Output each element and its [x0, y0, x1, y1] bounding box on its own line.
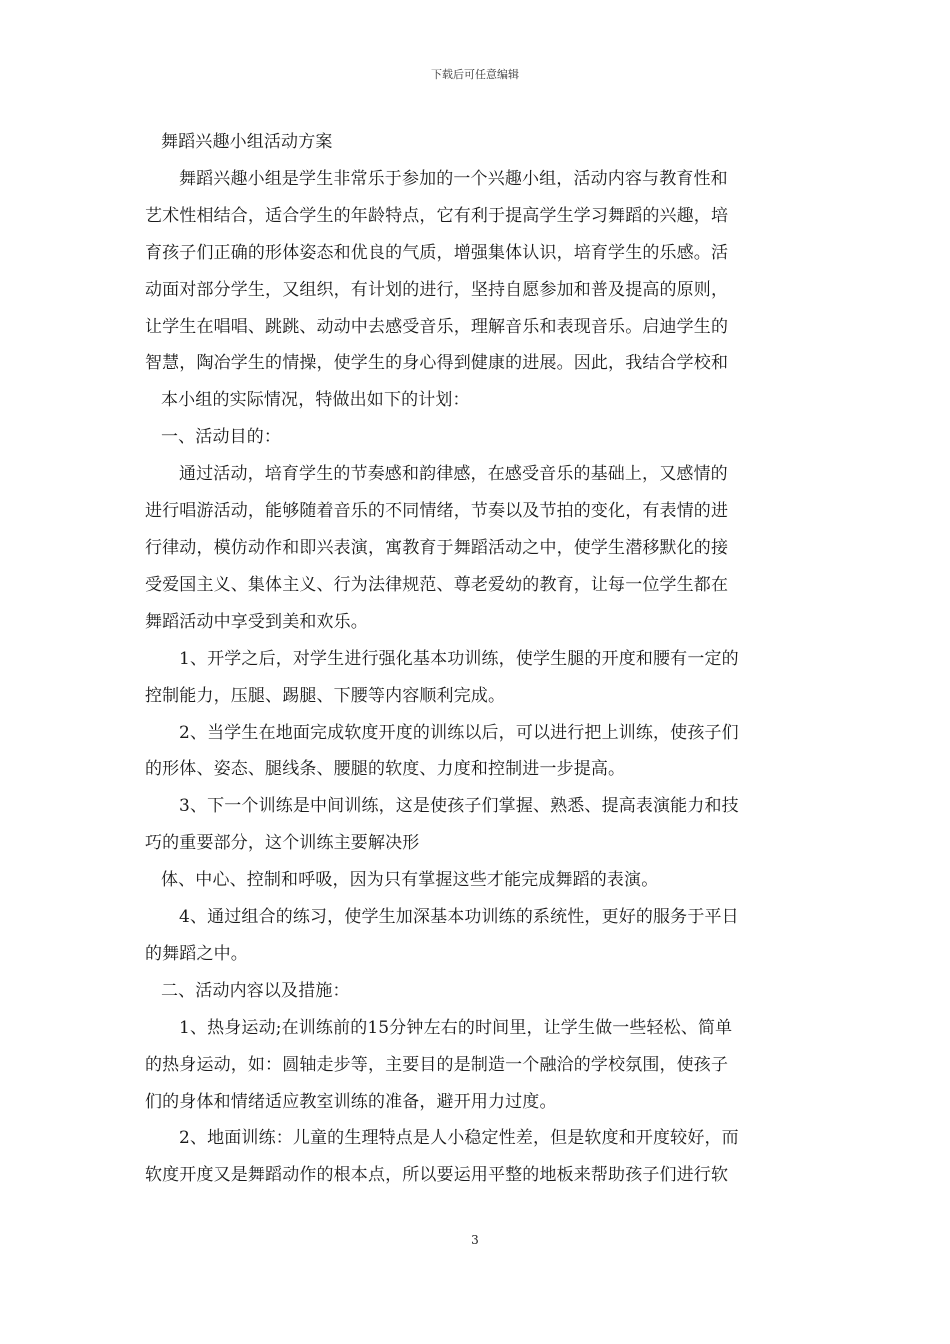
text-line: 进行唱游活动，能够随着音乐的不同情绪，节奏以及节拍的变化，有表情的进 — [145, 501, 729, 522]
text-line: 软度开度又是舞蹈动作的根本点，所以要运用平整的地板来帮助孩子们进行软 — [145, 1165, 729, 1186]
text-line: 巧的重要部分，这个训练主要解决形 — [145, 833, 420, 854]
text-line: 控制能力，压腿、踢腿、下腰等内容顺利完成。 — [145, 685, 506, 706]
text-line: 1、热身运动;在训练前的15分钟左右的时间里，让学生做一些轻松、简单 — [179, 1017, 733, 1038]
text-line: 的形体、姿态、腿线条、腰腿的软度、力度和控制进一步提高。 — [145, 759, 626, 780]
text-line: 本小组的实际情况，特做出如下的计划： — [161, 390, 470, 411]
text-line: 舞蹈活动中享受到美和欢乐。 — [145, 611, 368, 632]
text-line: 动面对部分学生，又组织，有计划的进行，坚持自愿参加和普及提高的原则， — [145, 279, 729, 300]
text-line: 2、地面训练：儿童的生理特点是人小稳定性差，但是软度和开度较好，而 — [179, 1128, 739, 1149]
text-line: 3、下一个训练是中间训练，这是使孩子们掌握、熟悉、提高表演能力和技 — [179, 796, 739, 817]
text-line: 育孩子们正确的形体姿态和优良的气质，增强集体认识，培育学生的乐感。活 — [145, 242, 729, 263]
text-line: 让学生在唱唱、跳跳、动动中去感受音乐，理解音乐和表现音乐。启迪学生的 — [145, 316, 729, 337]
text-line: 们的身体和情绪适应教室训练的准备，避开用力过度。 — [145, 1091, 557, 1112]
text-line: 通过活动，培育学生的节奏感和韵律感，在感受音乐的基础上，又感情的 — [179, 464, 728, 485]
text-line: 一、活动目的： — [161, 427, 282, 448]
text-line: 2、当学生在地面完成软度开度的训练以后，可以进行把上训练，使孩子们 — [179, 722, 739, 743]
text-line: 的舞蹈之中。 — [145, 943, 248, 964]
text-line: 行律动，模仿动作和即兴表演，寓教育于舞蹈活动之中，使学生潜移默化的接 — [145, 537, 729, 558]
page-number: 3 — [471, 1233, 479, 1247]
text-line: 智慧，陶冶学生的情操，使学生的身心得到健康的进展。因此，我结合学校和 — [145, 353, 729, 374]
text-line: 4、通过组合的练习，使学生加深基本功训练的系统性，更好的服务于平日 — [179, 907, 739, 928]
text-line: 体、中心、控制和呼吸，因为只有掌握这些才能完成舞蹈的表演。 — [161, 870, 659, 891]
text-line: 艺术性相结合，适合学生的年龄特点，它有利于提高学生学习舞蹈的兴趣，培 — [145, 205, 729, 226]
text-line: 二、活动内容以及措施： — [161, 980, 350, 1001]
text-line: 舞蹈兴趣小组是学生非常乐于参加的一个兴趣小组，活动内容与教育性和 — [179, 168, 728, 189]
text-line: 舞蹈兴趣小组活动方案 — [161, 132, 333, 152]
text-line: 受爱国主义、集体主义、行为法律规范、尊老爱幼的教育，让每一位学生都在 — [145, 574, 729, 595]
page-header: 下载后可任意编辑 — [431, 68, 519, 81]
text-line: 的热身运动，如：圆轴走步等，主要目的是制造一个融洽的学校氛围，使孩子 — [145, 1054, 729, 1075]
document-body — [145, 124, 809, 1194]
text-line: 1、开学之后，对学生进行强化基本功训练，使学生腿的开度和腰有一定的 — [179, 648, 739, 669]
